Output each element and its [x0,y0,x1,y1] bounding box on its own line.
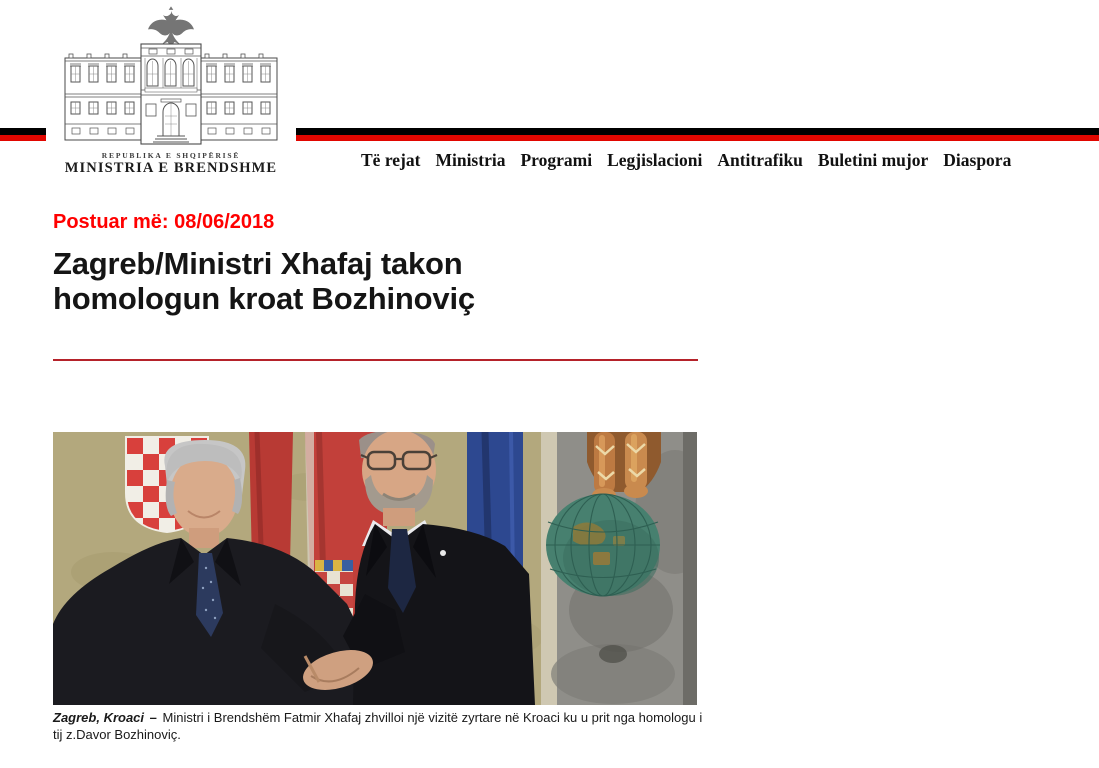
photo-caption [53,709,715,743]
albanian-eagle-icon [148,6,194,46]
article-title: Zagreb/Ministri Xhafaj takon homologun kroat Bozhinoviç [53,246,475,316]
red-divider-line [53,359,698,361]
ministry-logo[interactable] [46,0,296,192]
caption-dash: – [149,710,157,725]
post-date: Postuar më: 08/06/2018 [53,211,275,233]
ministry-building-illustration [51,4,291,150]
nav-item-diaspora[interactable]: Diaspora [943,150,1012,170]
nav-item-antitrafiku[interactable]: Antitrafiku [717,150,803,170]
logo-ministry-label: MINISTRIA E BRENDSHME [64,160,278,176]
nav-item-programi[interactable]: Programi [520,150,593,170]
main-navigation [361,150,1011,171]
logo-republic-label: REPUBLIKA E SHQIPËRISË [101,151,241,160]
nav-item-buletini-mujor[interactable]: Buletini mujor [817,150,929,170]
nav-item-te-rejat[interactable]: Të rejat [361,150,421,170]
nav-item-ministria[interactable]: Ministria [435,150,506,170]
nav-item-legjislacioni[interactable]: Legjislacioni [607,150,703,170]
caption-text: Ministri i Brendshëm Fatmir Xhafaj zhvilloi një vizitë zyrtare në Kroaci ku u prit nga homologu i tij z.Davor Bozhinoviç. [53,710,703,742]
article-photo [53,432,697,705]
caption-location: Zagreb, Kroaci [53,710,145,725]
